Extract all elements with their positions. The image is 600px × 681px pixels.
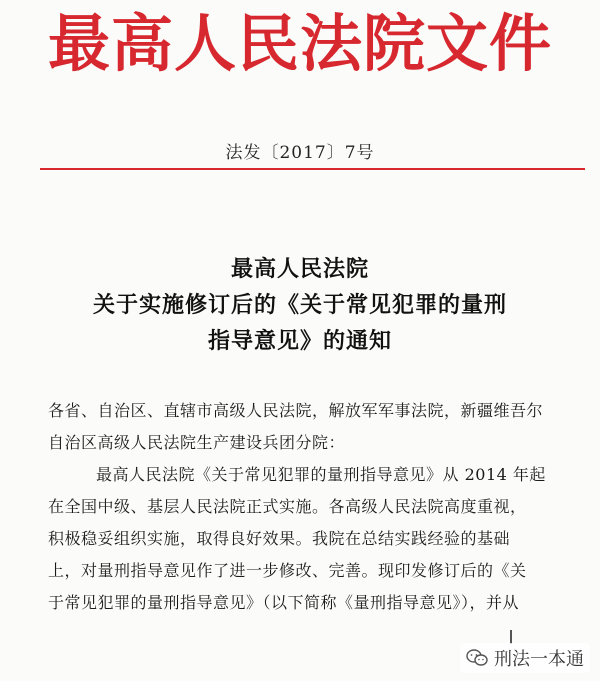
body-line: 于常见犯罪的量刑指导意见》（以下简称《量刑指导意见》），并从 [48, 593, 520, 612]
watermark-text: 刑法一本通 [494, 649, 584, 670]
body-line: 积极稳妥组织实施，取得良好效果。我院在总结实践经验的基础 [48, 529, 511, 548]
document-number: 法发〔2017〕7号 [225, 143, 375, 163]
body-line: 在全国中级、基层人民法院正式实施。各高级人民法院高度重视， [48, 497, 527, 516]
notice-title-line-1: 最高人民法院 [230, 256, 369, 282]
body-line: 最高人民法院《关于常见犯罪的量刑指导意见》从 2014 年起 [96, 465, 546, 484]
document-header-title: 最高人民法院文件 [47, 7, 552, 80]
body-line: 上，对量刑指导意见作了进一步修改、完善。现印发修订后的《关 [48, 561, 527, 580]
red-divider-line [40, 168, 585, 170]
page-marker [510, 630, 512, 644]
body-line: 自治区高级人民法院生产建设兵团分院： [48, 433, 346, 452]
wechat-icon [466, 649, 488, 667]
notice-title-line-2: 关于实施修订后的《关于常见犯罪的量刑 [92, 292, 507, 318]
watermark [460, 643, 590, 673]
notice-title-line-3: 指导意见》的通知 [207, 328, 392, 354]
body-line: 各省、自治区、直辖市高级人民法院，解放军军事法院，新疆维吾尔 [48, 401, 544, 420]
